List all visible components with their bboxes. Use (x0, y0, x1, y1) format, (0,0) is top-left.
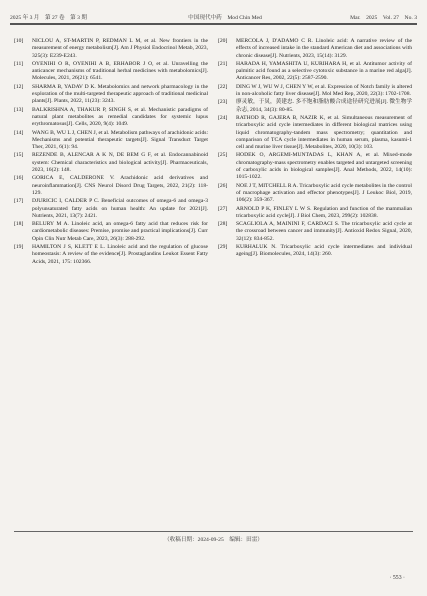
reference-number: [29] (218, 244, 228, 251)
reference-number: [23] (218, 99, 228, 106)
reference-entry (218, 244, 412, 259)
reference-text: REZENDE B, ALENCAR A K N, DE BEM G F, et al. Endocannabinoid system: Chemical characteristics and biological activity[J]. Pharmaceuticals, 2023, 16(2): 148. (32, 152, 208, 174)
running-header (10, 10, 417, 24)
reference-text: SHARMA B, YADAV D K. Metabolomics and network pharmacology in the exploration of the multi-targeted therapeutic approach of traditional medicinal plants[J]. Plants, 2022, 11(23): 3243. (32, 83, 208, 105)
page-number: · 553 · (389, 575, 405, 581)
reference-entry (218, 38, 412, 60)
reference-number: [18] (14, 221, 24, 228)
reference-number: [17] (14, 198, 24, 205)
header-journal-title: 中国现代中药 Mod Chin Med (188, 15, 262, 21)
reference-text: HARADA H, YAMASHITA U, KURIHARA H, et al. Antitumor activity of palmitic acid found as a selective cytotoxic substance in a marine red alga[J]. Anticancer Res, 2002, 22(5): 2587-2590. (236, 60, 412, 82)
reference-entry (14, 152, 208, 174)
reference-number: [12] (14, 83, 24, 90)
reference-number: [25] (218, 152, 228, 159)
reference-entry (218, 61, 412, 83)
reference-text: HAMILTON J S, KLETT E L. Linoleic acid and the regulation of glucose homeostasis: A review of the evidence[J]. Prostaglandins Leukot Essent Fatty Acids, 2021, 175: 102366. (32, 244, 208, 265)
reference-number: [16] (14, 175, 24, 182)
reference-text: NICLOU A, ST-MARTIN P, REDMAN L M, et al. New frontiers in the measurement of energy metabolism[J]. Am J Physiol Endocrinol Metab, 2023, 325(3): E239-E243. (32, 38, 208, 59)
reference-entry (218, 152, 412, 181)
reference-entry (218, 206, 412, 221)
reference-text: NOE J T, MITCHELL R A. Tricarboxylic acid cycle metabolites in the control of macrophage activation and effector phenotypes[J]. J Leukoc Biol, 2019, 106(2): 359-367. (236, 182, 412, 204)
reference-text: RATHOD R, GAJERA B, NAZIR K, et al. Simultaneous measurement of tricarboxylic acid cycle intermediates in different biological matrices using liquid chromatography-tandem mass spectrometry; quantitation and comparison of TCA cycle intermediates in human serum, plasma, kasumi-1 cell and murine liver tissue[J]. Metabolites, 2020, 10(3): 103. (236, 114, 412, 151)
reference-number: [27] (218, 205, 228, 212)
reference-entry (218, 84, 412, 99)
reference-text: KURHALUK N. Tricarboxylic acid cycle intermediates and individual ageing[J]. Biomolecules, 2024, 14(3): 260. (236, 244, 412, 258)
reference-number: [15] (14, 152, 24, 159)
reference-number: [20] (218, 38, 228, 44)
reference-number: [19] (14, 244, 24, 251)
reference-text: WANG B, WU L J, CHEN J, et al. Metabolism pathways of arachidonic acids: Mechanisms and potential therapeutic targets[J]. Signal Transduct Target Ther, 2021, 6(1): 94. (32, 129, 209, 151)
header-rule (10, 23, 417, 25)
reference-text: GORICA E, CALDERONE V. Arachidonic acid derivatives and neuroinflammation[J]. CNS Neurol Disord Drug Targets, 2022, 21(2): 118-129. (32, 175, 208, 196)
reference-entry (14, 84, 208, 106)
reference-entry (14, 175, 208, 197)
reference-text: MERCOLA J, D'ADAMO C R. Linoleic acid: A narrative review of the effects of increased intake in the standard American diet and associations with chronic disease[J]. Nutrients, 2023, 15(14): 3129. (236, 38, 412, 59)
reference-entry (14, 61, 208, 83)
reference-text: SCAGLIOLA A, MAININI F, CARDACI S. The tricarboxylic acid cycle at the crossroad between cancer and immunity[J]. Antioxid Redox Signal, 2020, 32(12): 834-852. (236, 221, 412, 242)
reference-text: DJURICIC I, CALDER P C. Beneficial outcomes of omega-6 and omega-3 polyunsaturated fatty acids on human health: An update for 2021[J]. Nutrients, 2021, 13(7): 2421. (32, 198, 208, 219)
reference-text: ARNOLD P K, FINLEY L W S. Regulation and function of the mammalian tricarboxylic acid cycle[J]. J Biol Chem, 2023, 299(2): 102838. (236, 205, 412, 219)
header-volume-info: Mar. 2025 Vol. 27 No. 3 (350, 15, 417, 21)
reference-entry (218, 99, 412, 114)
reference-entry (14, 221, 208, 243)
header-issue-info: 2025 年 3 月 第 27 卷 第 3 期 (10, 15, 87, 21)
reference-number: [22] (218, 83, 228, 90)
reference-text: DING W J, WU W J, CHEN Y W, et al. Expression of Notch family is altered in non-alcoholic fatty liver disease[J]. Mol Med Rep, 2020, 22(3): 1702-1708. (236, 83, 412, 98)
reference-column-left (14, 38, 208, 267)
reference-entry (218, 115, 412, 151)
reference-entry (14, 130, 208, 152)
reference-text: 廖灵敏，于炅，黄建忠. 多不饱和脂肪酸合成途径研究进展[J]. 微生物学杂志, 2014, 34(3): 80-85. (236, 99, 412, 113)
received-date-note: （收稿日期：2024-09-25 编辑：田雷） (14, 531, 413, 543)
reference-number: [11] (14, 60, 24, 67)
reference-text: BALKRISHNA A, THAKUR P, SINGH S, et al. Mechanistic paradigms of natural plant metabolites as remedial candidates for systemic lupus erythromatosus[J]. Cells, 2020, 9(4): 1049. (32, 106, 208, 128)
reference-column-right (218, 38, 412, 260)
reference-number: [21] (218, 60, 228, 67)
reference-entry (14, 38, 208, 60)
reference-number: [24] (218, 114, 228, 121)
reference-number: [13] (14, 106, 24, 113)
reference-entry (14, 198, 208, 220)
reference-number: [28] (218, 221, 228, 228)
reference-entry (218, 221, 412, 243)
reference-entry (14, 244, 208, 266)
reference-number: [10] (14, 38, 24, 44)
reference-number: [26] (218, 182, 228, 189)
reference-entry (218, 183, 412, 205)
reference-text: OYENIHI O R, OYENIHI A B, ERHABOR J O, et al. Unravelling the anticancer mechanisms of traditional herbal medicines with metabolomics[J]. Molecules, 2021, 26(21): 6541. (32, 60, 208, 82)
reference-entry (14, 107, 208, 129)
reference-number: [14] (14, 129, 24, 136)
reference-text: HODEK O, ARGEMI-MUNTADAS L, KHAN A, et al. Mixed-mode chromatography-mass spectrometry enables targeted and untargeted screening of carboxylic acids in biological samples[J]. Anal Methods, 2022, 14(10): 1015-1022. (236, 152, 412, 181)
reference-text: BELURY M A. Linoleic acid, an omega-6 fatty acid that reduces risk for cardiometabolic diseases: Premise, promise and practical implications[J]. Curr Opin Clin Nutr Metab Care, 2023, 26(3): 288-292. (32, 221, 208, 242)
